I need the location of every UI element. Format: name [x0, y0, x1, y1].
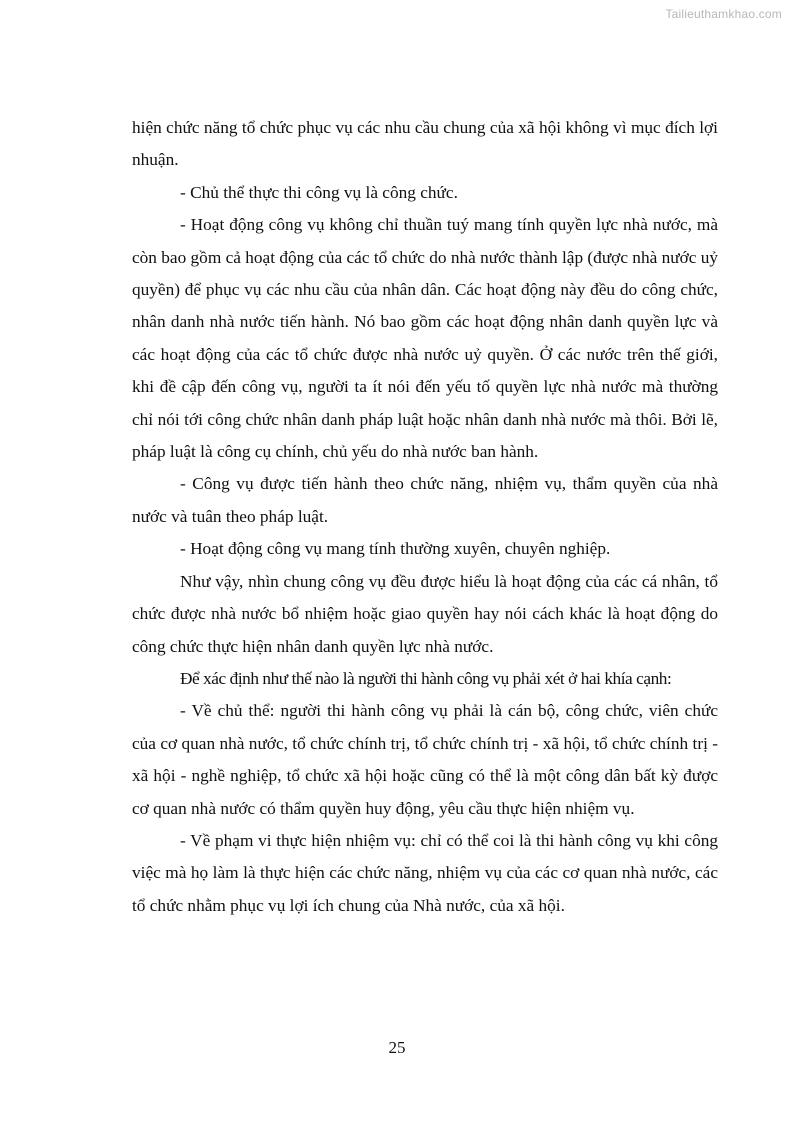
- paragraph: Để xác định như thế nào là người thi hành công vụ phải xét ở hai khía cạnh:: [180, 668, 672, 688]
- paragraph: - Hoạt động công vụ mang tính thường xuyên, chuyên nghiệp.: [180, 539, 611, 559]
- watermark-text: Tailieuthamkhao.com: [665, 7, 782, 21]
- paragraph: hiện chức năng tổ chức phục vụ các nhu cầu chung của xã hội không vì mục đích lợi nhuận.: [132, 118, 718, 170]
- paragraph: Như vậy, nhìn chung công vụ đều được hiểu là hoạt động của các cá nhân, tổ chức được nhà nước bổ nhiệm hoặc giao quyền hay nói cách khác là hoạt động do công chức thực hiện nhân danh quyền lực nhà nước.: [132, 571, 718, 656]
- paragraph: - Về chủ thể: người thi hành công vụ phải là cán bộ, công chức, viên chức của cơ quan nhà nước, tổ chức chính trị, tổ chức chính trị - xã hội, tổ chức chính trị - xã hội - nghề nghiệp, tổ chức xã hội hoặc cũng có thể là một công dân bất kỳ được cơ quan nhà nước có thẩm quyền huy động, yêu cầu thực hiện nhiệm vụ.: [132, 701, 718, 818]
- paragraph: - Về phạm vi thực hiện nhiệm vụ: chỉ có thể coi là thi hành công vụ khi công việc mà họ làm là thực hiện các chức năng, nhiệm vụ của các cơ quan nhà nước, các tổ chức nhằm phục vụ lợi ích chung của Nhà nước, của xã hội.: [132, 830, 718, 915]
- paragraph: - Hoạt động công vụ không chỉ thuần tuý mang tính quyền lực nhà nước, mà còn bao gồm cả hoạt động của các tổ chức do nhà nước thành lập (được nhà nước uỷ quyền) để phục vụ các nhu cầu của nhân dân. Các hoạt động này đều do công chức, nhân danh nhà nước tiến hành. Nó bao gồm các hoạt động nhân danh quyền lực và các hoạt động của các tổ chức được nhà nước uỷ quyền. Ở các nước trên thế giới, khi đề cập đến công vụ, người ta ít nói đến yếu tố quyền lực nhà nước mà thường chỉ nói tới công chức nhân danh pháp luật hoặc nhân danh nhà nước mà thôi. Bởi lẽ, pháp luật là công cụ chính, chủ yếu do nhà nước ban hành.: [132, 215, 719, 462]
- paragraph: - Công vụ được tiến hành theo chức năng, nhiệm vụ, thẩm quyền của nhà nước và tuân theo pháp luật.: [132, 474, 718, 526]
- document-body: [132, 112, 718, 922]
- paragraph: - Chủ thể thực thi công vụ là công chức.: [180, 182, 458, 202]
- page-number: 25: [388, 1038, 406, 1057]
